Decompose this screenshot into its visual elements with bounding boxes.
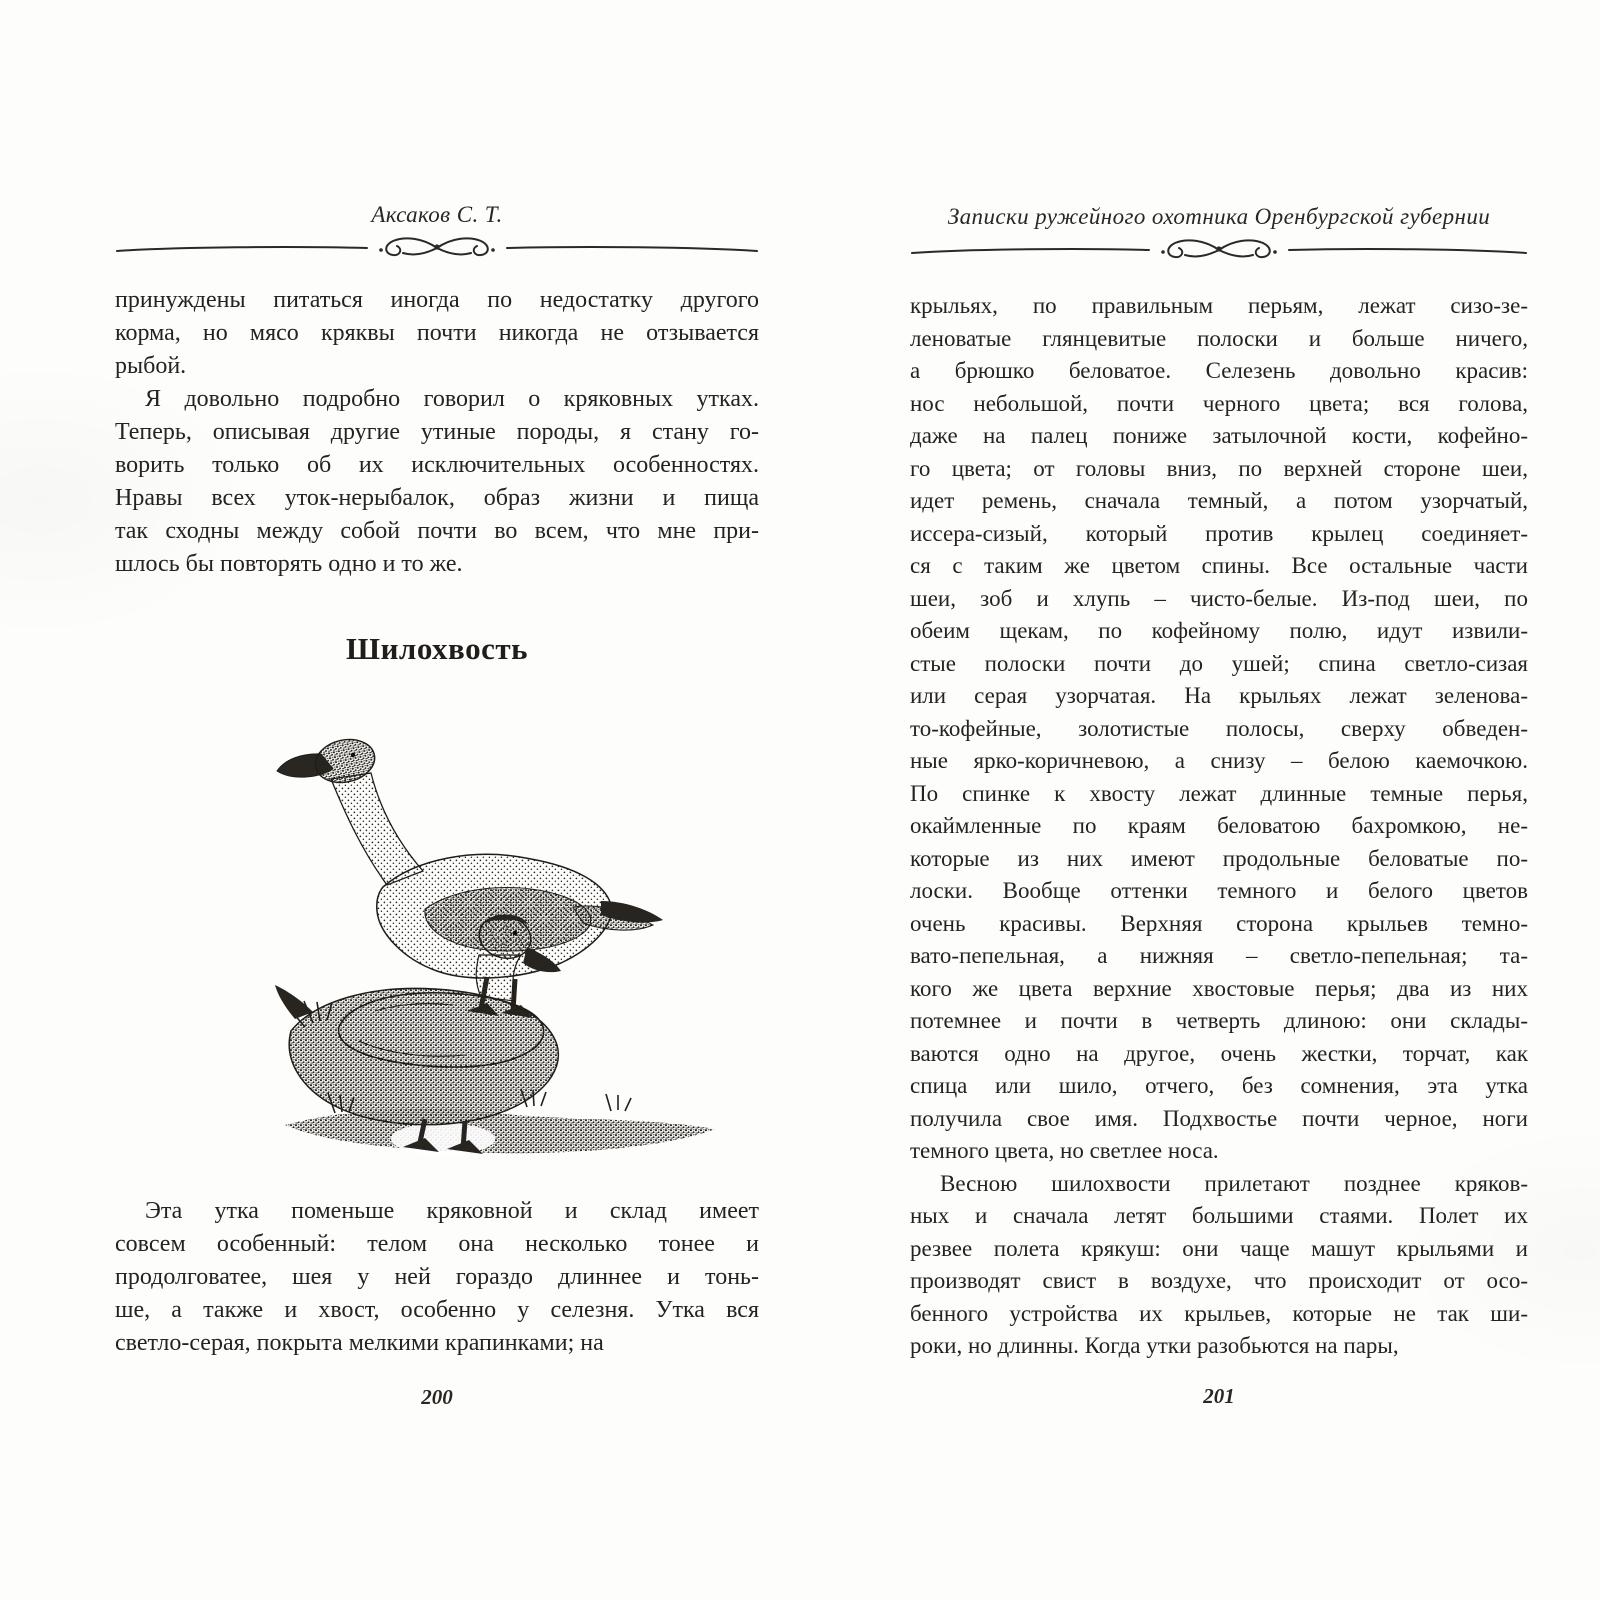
text-line: корма, но мясо кряквы почти никогда не отзывается [115,320,759,346]
text-line: лоски. Вообще оттенки темного и белого цветов [910,878,1528,903]
text-line: По спинке к хвосту лежат длинные темные перья, [910,780,1528,806]
text-line: или серая узорчатая. На крыльях лежат зеленова- [910,683,1528,708]
page-number-right: 201 [1203,1383,1235,1408]
text-line: которые из них имеют продольные беловатые по- [910,845,1528,871]
right-page [910,0,1528,1409]
paragraph [115,1195,759,1360]
text-line: а брюшко беловатое. Селезень довольно красив: [910,358,1528,383]
text-line: стые полоски почти до ушей; спина светло-сизая [910,650,1528,676]
text-line: обеим щекам, по кофейному полю, идут извили- [910,618,1528,643]
drake-figure [277,734,663,1018]
text-line: крыльях, по правильным перьям, лежат сизо-зе- [910,293,1528,318]
text-line: очень красивы. Верхняя сторона крыльев темно- [910,910,1528,936]
pintail-ducks-illustration [275,709,725,1159]
text-line: ные ярко-коричневою, а снизу – белою каемочкою. [910,748,1528,773]
body-text-top [115,284,759,581]
paragraph [115,383,759,581]
text-line: совсем особенный: телом она несколько тонее и [115,1231,759,1257]
body-text [910,290,1528,1363]
text-line: кого же цвета верхние хвостовые перья; два из них [910,975,1528,1001]
text-line: нос небольшой, почти черного цвета; вся голова, [910,390,1528,416]
text-line: ся с таким же цветом спины. Все остальные части [910,553,1528,578]
flourish-rule [910,236,1528,264]
text-line: бенного устройства их крыльев, которые не так ши- [910,1300,1528,1326]
text-line: Теперь, описывая другие утиные породы, я стану го- [115,419,759,445]
text-line: потемнее и почти в четверть длиною: они склады- [910,1008,1528,1033]
body-text-bottom [115,1195,759,1360]
text-line: шеи, зоб и хлупь – чисто-белые. Из-под шеи, по [910,585,1528,611]
page-number-left: 200 [421,1385,453,1409]
text-line: светло-серая, покрыта мелкими крапинками; на [115,1330,604,1356]
paragraph [910,1168,1528,1363]
text-line: даже на палец пониже затылочной кости, кофейно- [910,423,1528,448]
text-line: окаймленные по краям беловатою бахромкою, не- [910,813,1528,838]
text-line: спица или шило, отчего, без сомнения, эта утка [910,1073,1528,1098]
text-line: продолговатее, шея у ней гораздо длиннее и тонь- [115,1264,759,1290]
flourish-rule [115,234,759,262]
running-header-author: Аксаков С. Т. [371,202,503,227]
paragraph [115,284,759,383]
text-line: темного цвета, но светлее носа. [910,1138,1219,1163]
text-line: то-кофейные, золотистые полосы, сверху обведен- [910,715,1528,741]
text-line: Нравы всех уток-нерыбалок, образ жизни и пища [115,485,759,511]
text-line: ных и сначала летят большими стаями. Полет их [910,1203,1528,1228]
text-line: Весною шилохвости прилетают позднее кряков- [940,1170,1528,1196]
text-line: так сходны между собой почти во всем, что мне при- [115,518,759,544]
text-line: иссера-сизый, который против крылец соединяет- [910,520,1528,546]
text-line: принуждены питаться иногда по недостатку другого [115,287,759,313]
text-line: роки, но длинны. Когда утки разобьются на пары, [910,1333,1399,1358]
text-line: резвее полета крякуш: они чаще машут крыльями и [910,1235,1528,1261]
text-line: получила свое имя. Подхвостье почти черное, ноги [910,1105,1528,1131]
scroll-flourish-icon [1161,240,1277,257]
scroll-flourish-icon [379,238,495,255]
text-line: идет ремень, сначала темный, а потом узорчатый, [910,488,1528,513]
text-line: производят свист в воздухе, что происходит от осо- [910,1268,1528,1293]
paragraph [910,290,1528,1168]
text-line: ше, а также и хвост, особенно у селезня. Утка вся [115,1297,759,1323]
text-line: ворить только об их исключительных особенностях. [115,452,759,478]
left-page [115,0,759,1410]
text-line: Я довольно подробно говорил о кряковных утках. [145,386,759,412]
text-line: леноватые глянцевитые полоски и больше ничего, [910,325,1528,351]
section-heading: Шилохвость [346,631,528,666]
text-line: ваются одно на другое, очень жестки, торчат, как [910,1040,1528,1066]
text-line: го цвета; от головы вниз, по верхней стороне шеи, [910,455,1528,481]
running-header-title: Записки ружейного охотника Оренбургской губернии [947,204,1491,229]
text-line: шлось бы повторять одно и то же. [115,551,463,577]
text-line: рыбой. [115,353,187,379]
text-line: вато-пепельная, а нижняя – светло-пепельная; та- [910,943,1528,968]
text-line: Эта утка поменьше кряковной и склад имеет [145,1198,759,1224]
